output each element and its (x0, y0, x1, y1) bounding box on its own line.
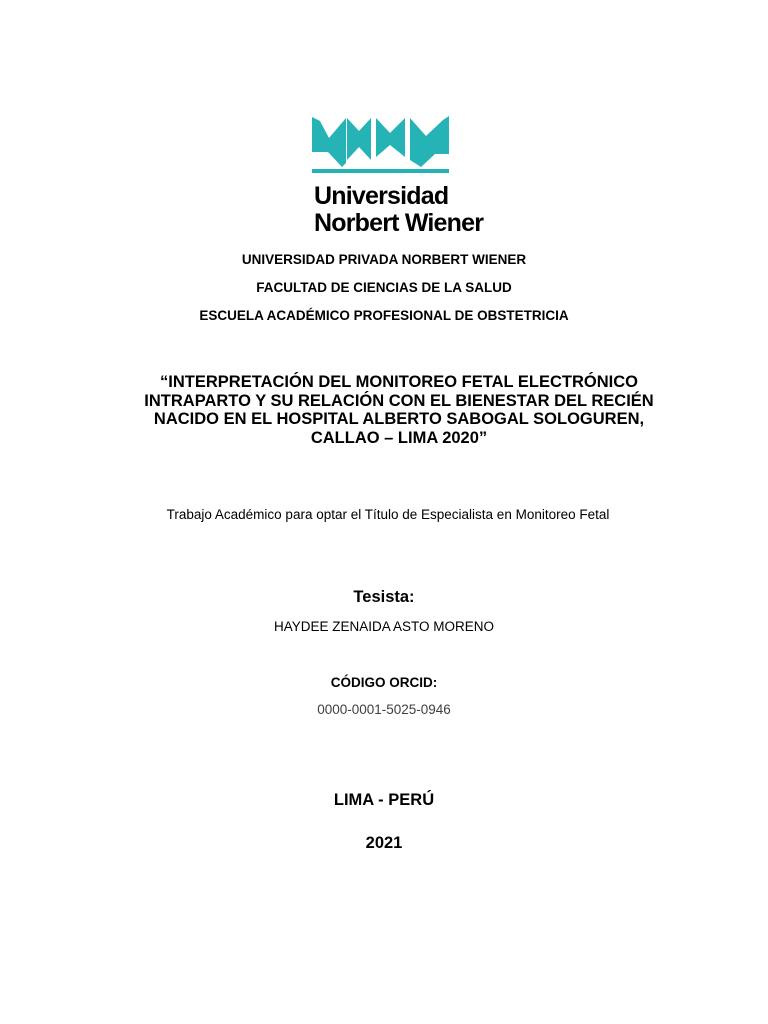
orcid-code: 0000-0001-5025-0946 (317, 702, 451, 717)
author-label: Tesista: (353, 588, 415, 606)
year: 2021 (365, 834, 403, 852)
book-logo-icon (312, 114, 450, 176)
thesis-title: “INTERPRETACIÓN DEL MONITOREO FETAL ELECTRÓNICO INTRAPARTO Y SU RELACIÓN CON EL BIENESTAR DEL RECIÉN NACIDO EN EL HOSPITAL ALBERTO SABOGAL SOLOGUREN, CALLAO – LIMA 2020” (144, 373, 654, 448)
author-name: HAYDEE ZENAIDA ASTO MORENO (273, 619, 495, 634)
school-name: ESCUELA ACADÉMICO PROFESIONAL DE OBSTETRICIA (199, 308, 569, 323)
orcid-label: CÓDIGO ORCID: (330, 675, 438, 690)
logo-wordmark-line1: Universidad (314, 182, 449, 210)
logo-wordmark-line2: Norbert Wiener (314, 209, 484, 237)
degree-purpose: Trabajo Académico para optar el Título de Especialista en Monitoreo Fetal (166, 507, 610, 522)
university-logo (312, 114, 512, 238)
university-name: UNIVERSIDAD PRIVADA NORBERT WIENER (241, 252, 527, 267)
place: LIMA - PERÚ (333, 791, 435, 809)
faculty-name: FACULTAD DE CIENCIAS DE LA SALUD (256, 280, 512, 295)
